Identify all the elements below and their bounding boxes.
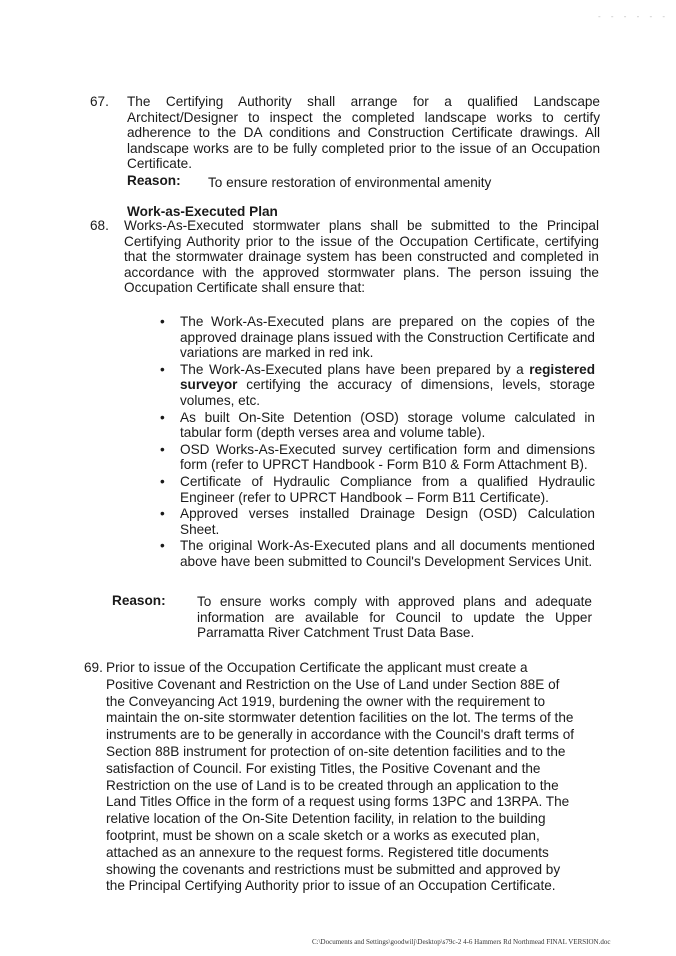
condition-68-number: 68.: [90, 218, 109, 233]
bullet-dot: •: [160, 409, 165, 425]
bullet-dot: •: [160, 361, 165, 377]
condition-68-bullet-list: [160, 314, 595, 571]
bullet-item: [160, 314, 595, 361]
bullet-dot: •: [160, 538, 165, 554]
condition-69-line: Section 88B instrument for protection of on-site detention facilities and to the: [106, 743, 566, 759]
condition-69-line: Positive Covenant and Restriction on the Use of Land under Section 88E of: [106, 676, 560, 692]
corner-mark: - - - - - -: [598, 12, 670, 21]
condition-69-line: footprint, must be shown on a scale sketch or a works as executed plan,: [106, 827, 540, 843]
condition-67-reason-label: Reason:: [127, 173, 181, 188]
bullet-text-pre: The Work-As-Executed plans have been prepared by a: [180, 361, 530, 377]
bullet-item: [160, 362, 595, 409]
bullet-text: OSD Works-As-Executed survey certification form and dimensions form (refer to UPRCT Handbook - Form B10 & Form Attachment B).: [180, 441, 595, 473]
bullet-dot: •: [160, 473, 165, 489]
bullet-item: [160, 506, 595, 537]
bullet-item: [160, 442, 595, 473]
condition-69-line: Land Titles Office in the form of a request using forms 13PC and 13RPA. The: [106, 794, 570, 810]
condition-69-line: the Principal Certifying Authority prior to issue of an Occupation Certificate.: [106, 878, 556, 894]
condition-68-reason-label: Reason:: [112, 593, 166, 608]
condition-67-number: 67.: [90, 94, 109, 109]
bullet-dot: •: [160, 441, 165, 457]
condition-69-line: showing the covenants and restrictions must be submitted and approved by: [106, 861, 561, 877]
bullet-text: The original Work-As-Executed plans and all documents mentioned above have been submitted to Council's Development Services Unit.: [180, 538, 595, 569]
condition-69-text: [106, 660, 596, 895]
bullet-item: [160, 410, 595, 441]
condition-67-reason-text: To ensure restoration of environmental amenity: [208, 175, 492, 190]
bullet-text: The Work-As-Executed plans are prepared on the copies of the approved drainage plans issued with the Construction Certificate and variations are marked in red ink.: [180, 314, 595, 361]
condition-69-line: Prior to issue of the Occupation Certificate the applicant must create a: [106, 660, 528, 675]
condition-67-text: The Certifying Authority shall arrange for a qualified Landscape Architect/Designer to inspect the completed landscape works to certify adherence to the DA conditions and Construction Certificate drawings. All landscape works are to be fully completed prior to the issue of an Occupation Certificate.: [127, 94, 600, 172]
bullet-item: [160, 474, 595, 505]
bullet-text: Approved verses installed Drainage Design (OSD) Calculation Sheet.: [180, 506, 595, 537]
bullet-item: [160, 538, 595, 569]
condition-68-reason-text: To ensure works comply with approved plans and adequate information are available for Council to update the Upper Parramatta River Catchment Trust Data Base.: [197, 594, 592, 641]
condition-68-heading: Work-as-Executed Plan: [127, 204, 278, 219]
condition-69-line: instruments are to be generally in accordance with the Council's draft terms of: [106, 727, 575, 743]
condition-69-line: attached as an annexure to the request forms. Registered title documents: [106, 844, 549, 860]
bullet-text: As built On-Site Detention (OSD) storage volume calculated in tabular form (depth verses area and volume table).: [180, 409, 595, 441]
condition-69-line: satisfaction of Council. For existing Titles, the Positive Covenant and the: [106, 760, 541, 776]
footer-file-path: C:\Documents and Settings\goodwilj\Desktop\s79c-2 4-6 Hammers Rd Northmead FINAL VERSION.doc: [312, 938, 611, 946]
bullet-text-post: certifying the accuracy of dimensions, levels, storage volumes, etc.: [180, 377, 595, 408]
condition-69-line: Restriction on the use of Land is to be created through an application to the: [106, 777, 559, 793]
condition-69-number: 69.: [84, 660, 103, 675]
bullet-text: Certificate of Hydraulic Compliance from a qualified Hydraulic Engineer (refer to UPRCT Handbook – Form B11 Certificate).: [180, 473, 595, 505]
condition-69-line: maintain the on-site stormwater detention facilities on the lot. The terms of the: [106, 710, 574, 726]
condition-68-text: Works-As-Executed stormwater plans shall be submitted to the Principal Certifying Authority prior to the issue of the Occupation Certificate, certifying that the stormwater drainage system has been constructed and completed in accordance with the approved stormwater plans. The person issuing the Occupation Certificate shall ensure that:: [124, 218, 599, 296]
bullet-dot: •: [160, 506, 165, 522]
bullet-dot: •: [160, 314, 165, 329]
condition-69-line: relative location of the On-Site Detention facility, in relation to the building: [106, 811, 546, 827]
bullet-text-bold: registered surveyor: [180, 361, 595, 393]
condition-69-line: the Conveyancing Act 1919, burdening the owner with the requirement to: [106, 693, 546, 709]
